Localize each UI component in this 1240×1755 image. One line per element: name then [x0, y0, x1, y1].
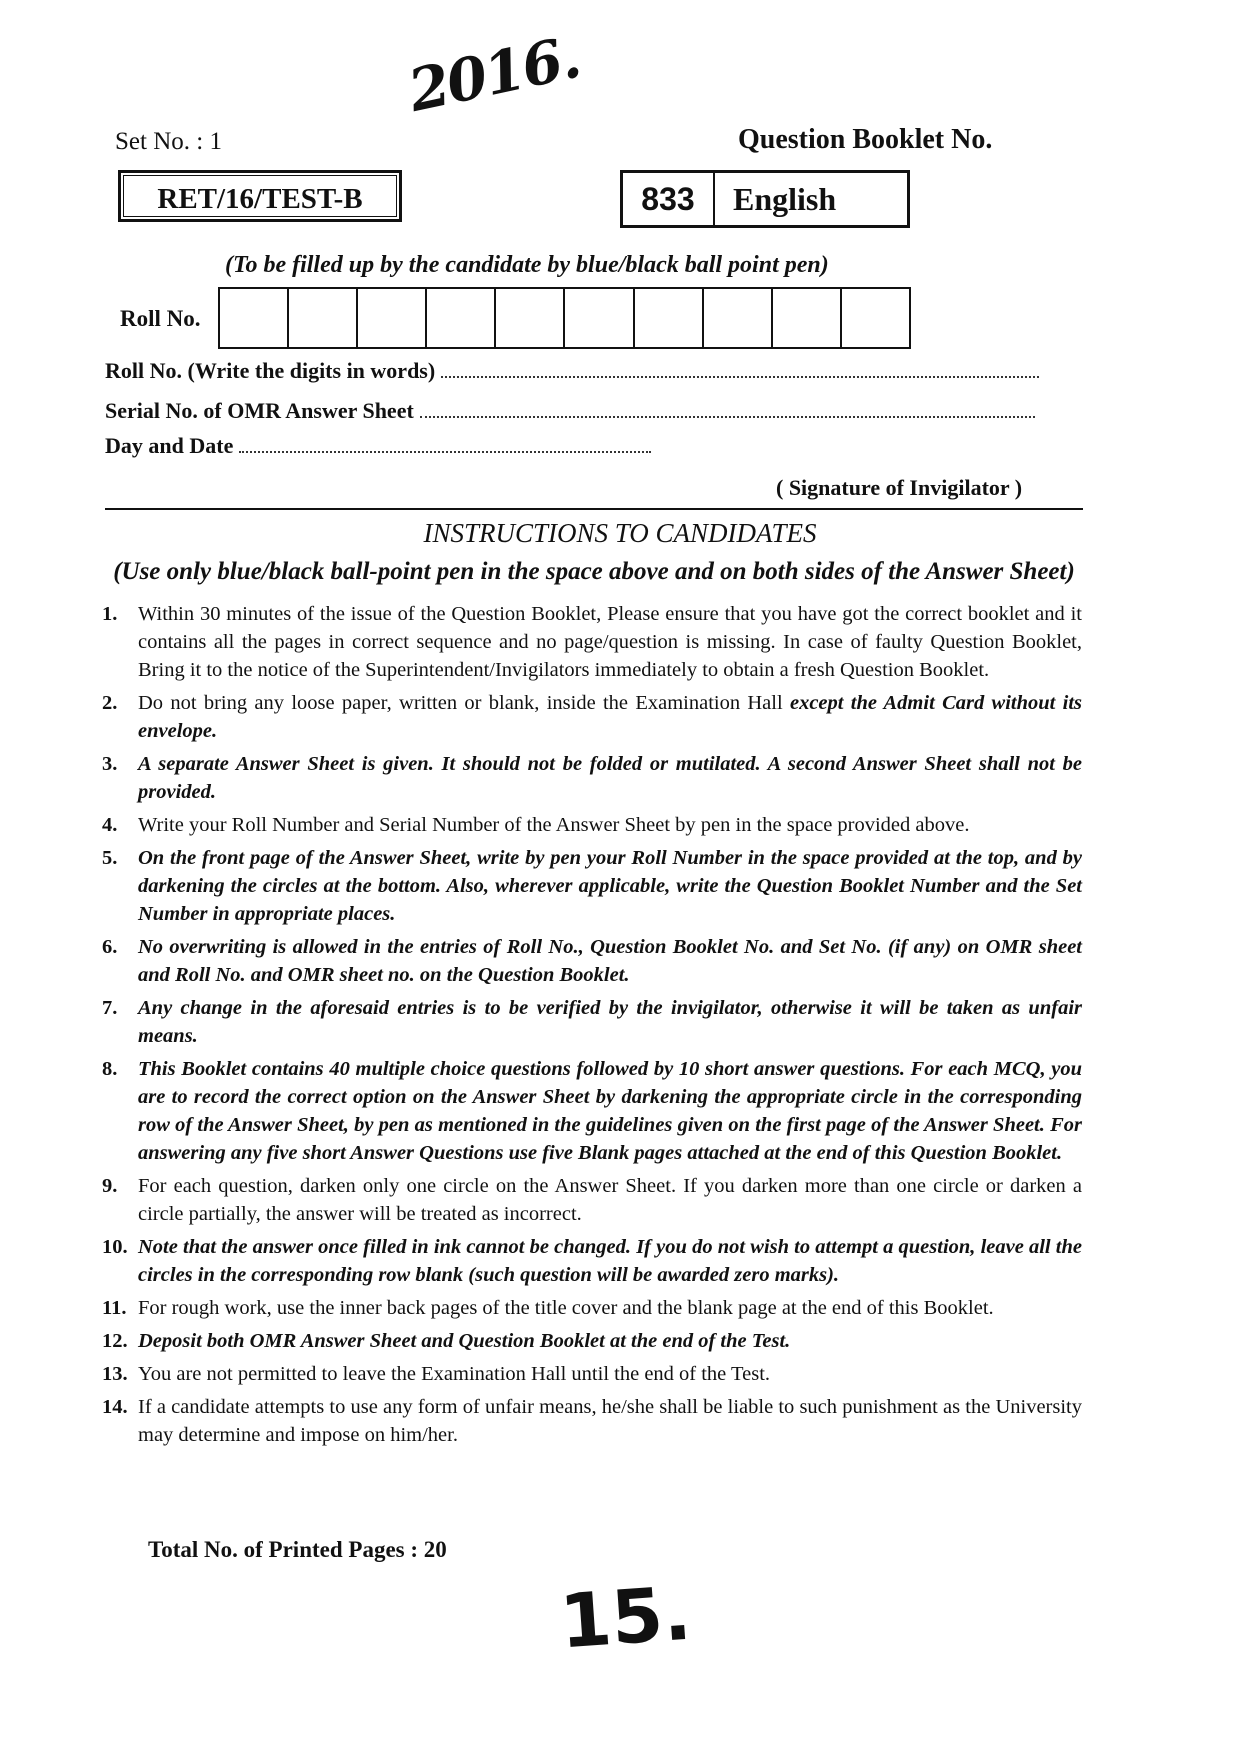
handwritten-page-count: 15.: [557, 1570, 694, 1666]
item-number: 13.: [102, 1363, 128, 1385]
roll-no-words-field[interactable]: [105, 358, 1039, 384]
booklet-number: 833: [623, 173, 715, 225]
item-number: 8.: [102, 1058, 118, 1080]
list-item: [102, 1393, 1082, 1449]
item-number: 5.: [102, 847, 118, 869]
roll-digit-box[interactable]: [704, 289, 773, 347]
item-number: 9.: [102, 1175, 118, 1197]
item-text: If a candidate attempts to use any form of unfair means, he/she shall be liable to such punishment as the University may determine and impose on him/her.: [138, 1396, 1082, 1446]
roll-no-words-label: Roll No. (Write the digits in words): [105, 358, 436, 383]
item-number: 7.: [102, 997, 118, 1019]
item-text: Write your Roll Number and Serial Number of the Answer Sheet by pen in the space provided above.: [138, 814, 970, 836]
item-number: 1.: [102, 603, 118, 625]
item-text: Any change in the aforesaid entries is to be verified by the invigilator, otherwise it will be taken as unfair means.: [138, 997, 1082, 1047]
item-number: 6.: [102, 936, 118, 958]
roll-digit-box[interactable]: [427, 289, 496, 347]
item-text: Note that the answer once filled in ink cannot be changed. If you do not wish to attempt a question, leave all the circles in the corresponding row blank (such question will be awarded zero marks).: [138, 1236, 1082, 1286]
total-printed-pages: Total No. of Printed Pages : 20: [148, 1537, 447, 1562]
booklet-number-box: [620, 170, 910, 228]
item-text: For each question, darken only one circle on the Answer Sheet. If you darken more than one circle or darken a circle partially, the answer will be treated as incorrect.: [138, 1175, 1082, 1225]
list-item: [102, 1360, 1082, 1388]
instructions-subtitle: (Use only blue/black ball-point pen in the space above and on both sides of the Answer Sheet): [113, 558, 1075, 585]
omr-serial-label: Serial No. of OMR Answer Sheet: [105, 398, 414, 423]
item-number: 14.: [102, 1396, 128, 1418]
booklet-subject: English: [733, 181, 837, 217]
list-item: [102, 994, 1082, 1050]
handwritten-year: 2016.: [402, 22, 585, 126]
roll-digit-box[interactable]: [565, 289, 634, 347]
day-date-field[interactable]: [105, 433, 651, 459]
list-item: [102, 750, 1082, 806]
instructions-list: [102, 600, 1082, 1454]
day-date-label: Day and Date: [105, 433, 234, 458]
dotted-line[interactable]: [239, 449, 651, 453]
test-code-box: RET/16/TEST-B: [118, 170, 402, 222]
item-text: [138, 689, 1082, 745]
item-text: You are not permitted to leave the Examination Hall until the end of the Test.: [138, 1363, 771, 1385]
dotted-line[interactable]: [441, 374, 1039, 378]
item-text: For rough work, use the inner back pages of the title cover and the blank page at the end of this Booklet.: [138, 1297, 994, 1319]
item-text: This Booklet contains 40 multiple choice questions followed by 10 short answer questions. For each MCQ, you are to record the correct option on the Answer Sheet by darkening the appropriate circle in the corresponding row of the Answer Sheet, by pen as mentioned in the guidelines given on the first page of the Answer Sheet. For answering any five short Answer Questions use five Blank pages attached at the end of this Question Booklet.: [138, 1058, 1082, 1164]
list-item: [102, 933, 1082, 989]
list-item: [102, 844, 1082, 928]
list-item: [102, 600, 1082, 684]
omr-serial-field[interactable]: [105, 398, 1035, 424]
item-text-plain: Do not bring any loose paper, written or blank, inside the Examination Hall: [138, 692, 790, 714]
list-item: [102, 1055, 1082, 1167]
roll-digit-box[interactable]: [289, 289, 358, 347]
roll-digit-box[interactable]: [496, 289, 565, 347]
item-number: 4.: [102, 814, 118, 836]
item-text: On the front page of the Answer Sheet, write by pen your Roll Number in the space provided at the top, and by darkening the circles at the bottom. Also, wherever applicable, write the Question Booklet Number and the Set Number in appropriate places.: [138, 847, 1082, 925]
dotted-line[interactable]: [420, 414, 1035, 418]
fill-note: (To be filled up by the candidate by blue/black ball point pen): [225, 252, 829, 278]
item-number: 10.: [102, 1236, 128, 1258]
item-text: No overwriting is allowed in the entries of Roll No., Question Booklet No. and Set No. (if any) on OMR sheet and Roll No. and OMR sheet no. on the Question Booklet.: [138, 936, 1082, 986]
instructions-title: INSTRUCTIONS TO CANDIDATES: [423, 518, 817, 548]
item-number: 12.: [102, 1330, 128, 1352]
list-item: [102, 811, 1082, 839]
list-item: [102, 1172, 1082, 1228]
roll-no-grid[interactable]: [218, 287, 911, 349]
list-item: [102, 1233, 1082, 1289]
list-item: [102, 689, 1082, 745]
question-booklet-label: Question Booklet No.: [738, 124, 993, 155]
list-item: [102, 1294, 1082, 1322]
item-text-emphasis: except the Admit Card without its envelope.: [138, 692, 1082, 742]
roll-digit-box[interactable]: [635, 289, 704, 347]
item-text: A separate Answer Sheet is given. It should not be folded or mutilated. A second Answer Sheet shall not be provided.: [138, 753, 1082, 803]
item-text: Within 30 minutes of the issue of the Question Booklet, Please ensure that you have got the correct booklet and it contains all the pages in correct sequence and no page/question is missing. In case of faulty Question Booklet, Bring it to the notice of the Superintendent/Invigilators immediately to obtain a fresh Question Booklet.: [138, 603, 1082, 681]
roll-digit-box[interactable]: [842, 289, 909, 347]
divider: [105, 508, 1083, 510]
set-number: Set No. : 1: [115, 128, 222, 155]
item-text: Deposit both OMR Answer Sheet and Question Booklet at the end of the Test.: [138, 1330, 791, 1352]
list-item: [102, 1327, 1082, 1355]
roll-no-label: Roll No.: [120, 306, 201, 331]
roll-digit-box[interactable]: [358, 289, 427, 347]
item-number: 2.: [102, 692, 118, 714]
roll-digit-box[interactable]: [220, 289, 289, 347]
roll-digit-box[interactable]: [773, 289, 842, 347]
item-number: 3.: [102, 753, 118, 775]
item-number: 11.: [102, 1297, 127, 1319]
invigilator-signature-label: ( Signature of Invigilator ): [776, 475, 1023, 500]
